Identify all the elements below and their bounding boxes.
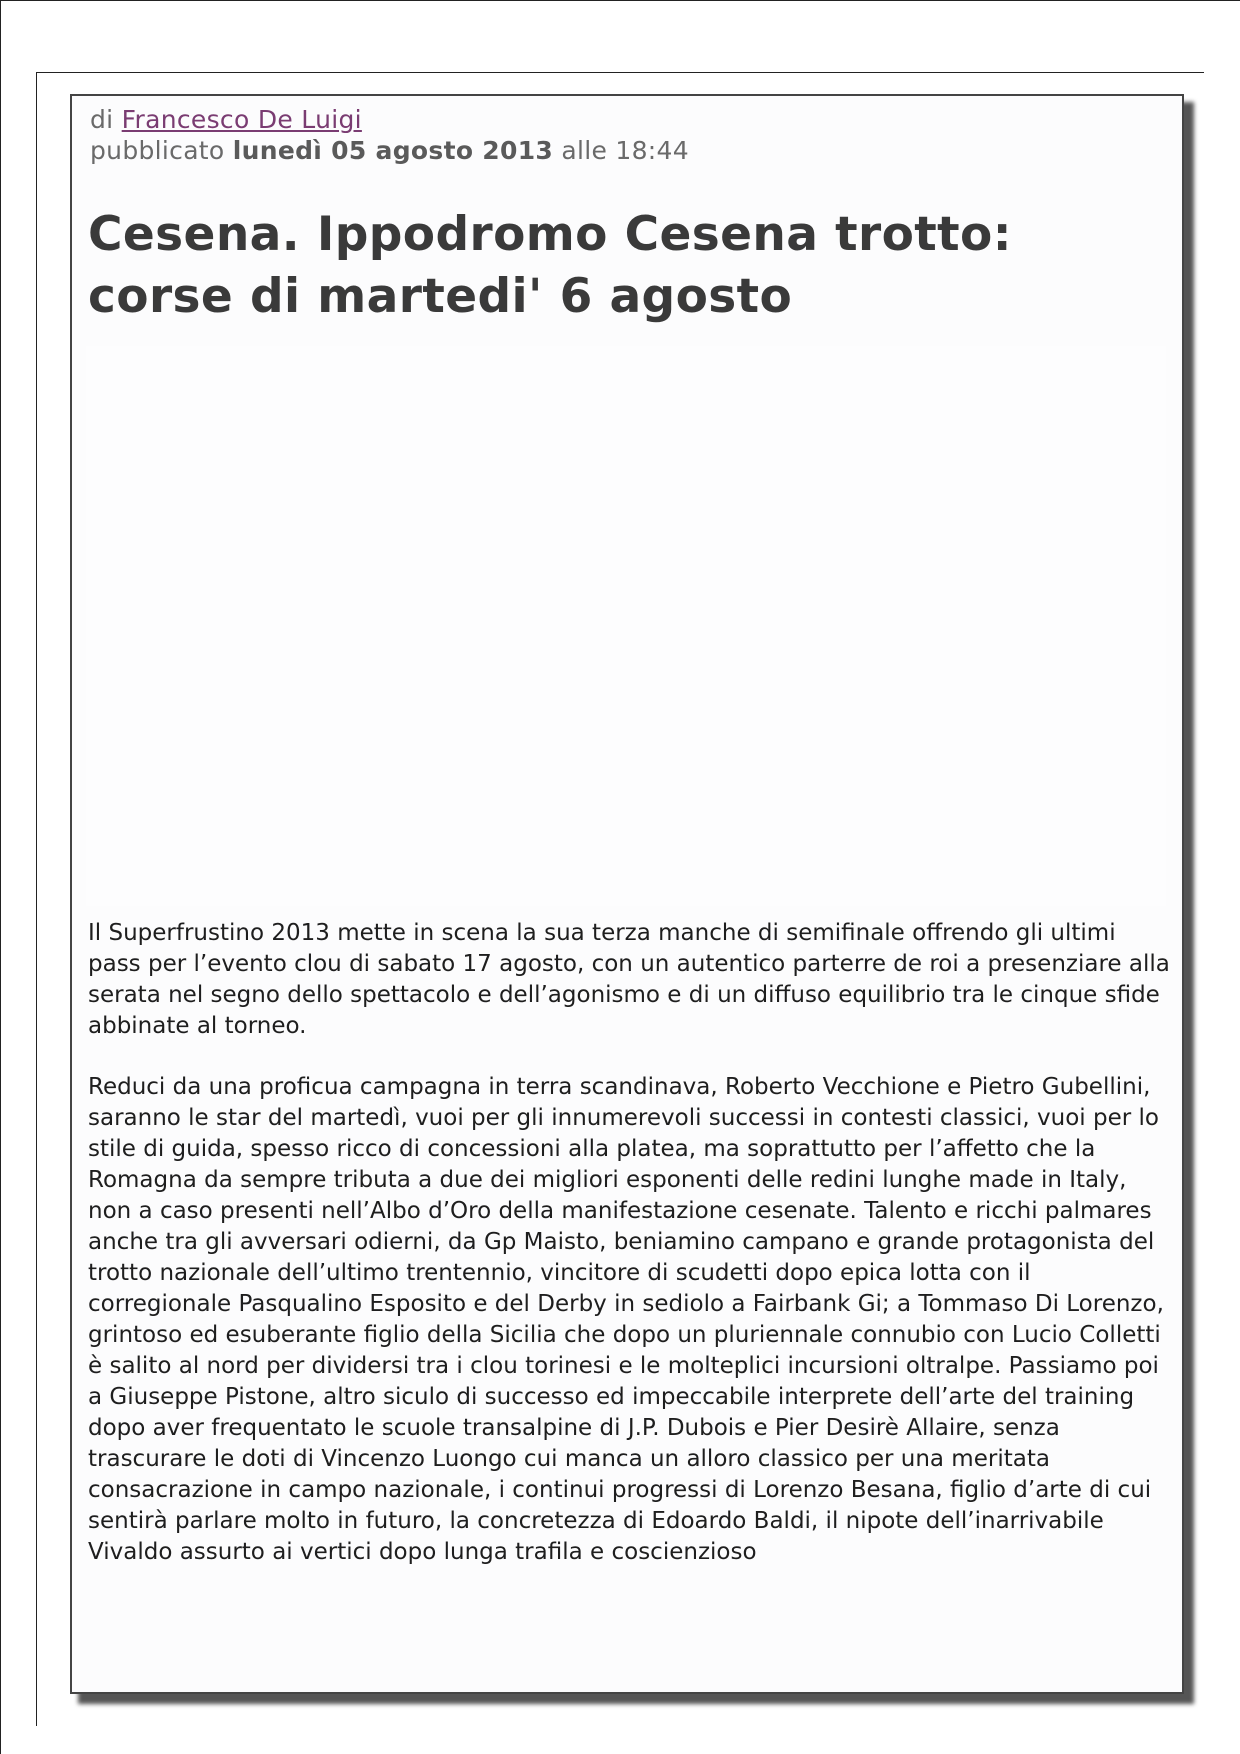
publish-time: 18:44	[615, 136, 689, 165]
byline	[90, 104, 689, 166]
article-title-line-2: corse di martedi' 6 agosto	[88, 269, 793, 324]
byline-prefix: di	[90, 105, 114, 134]
article-clipping	[70, 94, 1184, 1694]
time-prefix: alle	[561, 136, 608, 165]
article-title	[88, 204, 1168, 328]
article-paragraph-1: Il Superfrustino 2013 mette in scena la sua terza manche di semifinale offrendo gli ultimi pass per l’evento clou di sabato 17 agosto, con un autentico parterre de roi a presenziare alla serata nel segno dello spettacolo e dell’agonismo e di un diffuso equilibrio tra le cinque sfide abbinate al torneo.	[88, 920, 1170, 1039]
scan-rule-left	[36, 72, 37, 1726]
article-body	[88, 918, 1173, 1598]
published-label: pubblicato	[90, 136, 225, 165]
author-link[interactable]: Francesco De Luigi	[121, 105, 362, 134]
media-placeholder	[86, 346, 1166, 906]
byline-author-line	[90, 104, 689, 135]
article-paragraph-2: Reduci da una proficua campagna in terra scandinava, Roberto Vecchione e Pietro Gubellini, saranno le star del martedì, vuoi per gli innumerevoli successi in contesti classici, vuoi per lo stile di guida, spesso ricco di concessioni alla platea, ma soprattutto per l’affetto che la Romagna da sempre tributa a due dei migliori esponenti delle redini lunghe made in Italy, non a caso presenti nell’Albo d’Oro della manifestazione cesenate. Talento e ricchi palmares anche tra gli avversari odierni, da Gp Maisto, beniamino campano e grande protagonista del trotto nazionale dell’ultimo trentennio, vincitore di scudetti dopo epica lotta con il corregionale Pasqualino Esposito e del Derby in sediolo a Fairbank Gi; a Tommaso Di Lorenzo, grintoso ed esuberante figlio della Sicilia che dopo un pluriennale connubio con Lucio Colletti è salito al nord per dividersi tra i clou torinesi e le molteplici incursioni oltralpe. Passiamo poi a Giuseppe Pistone, altro siculo di successo ed impeccabile interprete dell’arte del training dopo aver frequentato le scuole transalpine di J.P. Dubois e Pier Desirè Allaire, senza trascurare le doti di Vincenzo Luongo cui manca un alloro classico per una meritata consacrazione in campo nazionale, i continui progressi di Lorenzo Besana, figlio d’arte di cui sentirà parlare molto in futuro, la concretezza di Edoardo Baldi, il nipote dell’inarrivabile Vivaldo assurto ai vertici dopo lunga trafila e coscienzioso	[88, 1074, 1164, 1565]
byline-date-line	[90, 135, 689, 166]
publish-date: lunedì 05 agosto 2013	[232, 136, 554, 165]
article-title-line-1: Cesena. Ippodromo Cesena trotto:	[88, 207, 1012, 262]
scan-rule-top	[36, 72, 1204, 73]
